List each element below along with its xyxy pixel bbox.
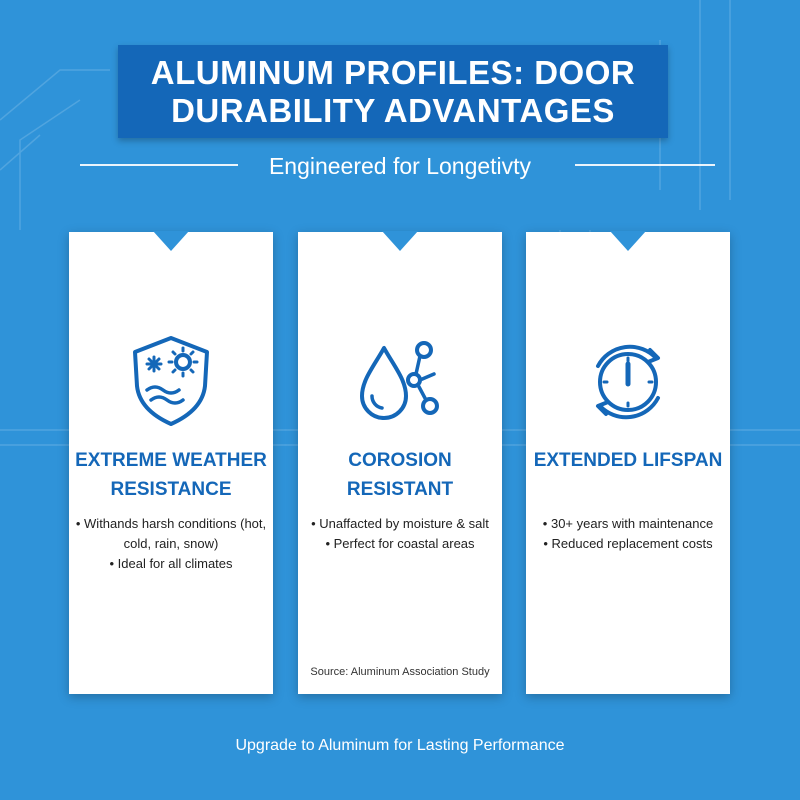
bullet-item: • Perfect for coastal areas	[298, 534, 502, 554]
bullet-item: • Unaffacted by moisture & salt	[298, 514, 502, 534]
page-title: ALUMINUM PROFILES: DOOR DURABILITY ADVANTAGES	[150, 53, 636, 129]
bullet-item: • Reduced replacement costs	[526, 534, 730, 554]
footer-tagline: Upgrade to Aluminum for Lasting Performance	[235, 737, 565, 754]
card-bullets	[298, 514, 502, 554]
card-notch	[153, 231, 189, 251]
title-banner	[118, 45, 668, 138]
subtitle-row	[80, 150, 720, 190]
card-bullets	[69, 514, 273, 574]
water-drop-molecule-icon	[350, 330, 450, 430]
card-notch	[382, 231, 418, 251]
card-heading: EXTREME WEATHER RESISTANCE	[75, 450, 267, 500]
card-heading: EXTENDED LIFSPAN	[533, 450, 723, 471]
source-note: Source: Aluminum Association Study	[310, 666, 490, 678]
card-heading: COROSION RESISTANT	[346, 450, 454, 500]
bullet-item: • 30+ years with maintenance	[526, 514, 730, 534]
shield-weather-icon	[121, 330, 221, 430]
clock-cycle-icon	[578, 330, 678, 430]
card-weather-resistance	[69, 232, 273, 694]
card-extended-lifespan	[526, 232, 730, 694]
card-notch	[610, 231, 646, 251]
bullet-item: • Withands harsh conditions (hot, cold, rain, snow)	[69, 514, 273, 554]
card-corrosion-resistant	[298, 232, 502, 694]
card-bullets	[526, 514, 730, 554]
bullet-item: • Ideal for all climates	[69, 554, 273, 574]
subtitle: Engineered for Longetivty	[268, 153, 532, 179]
